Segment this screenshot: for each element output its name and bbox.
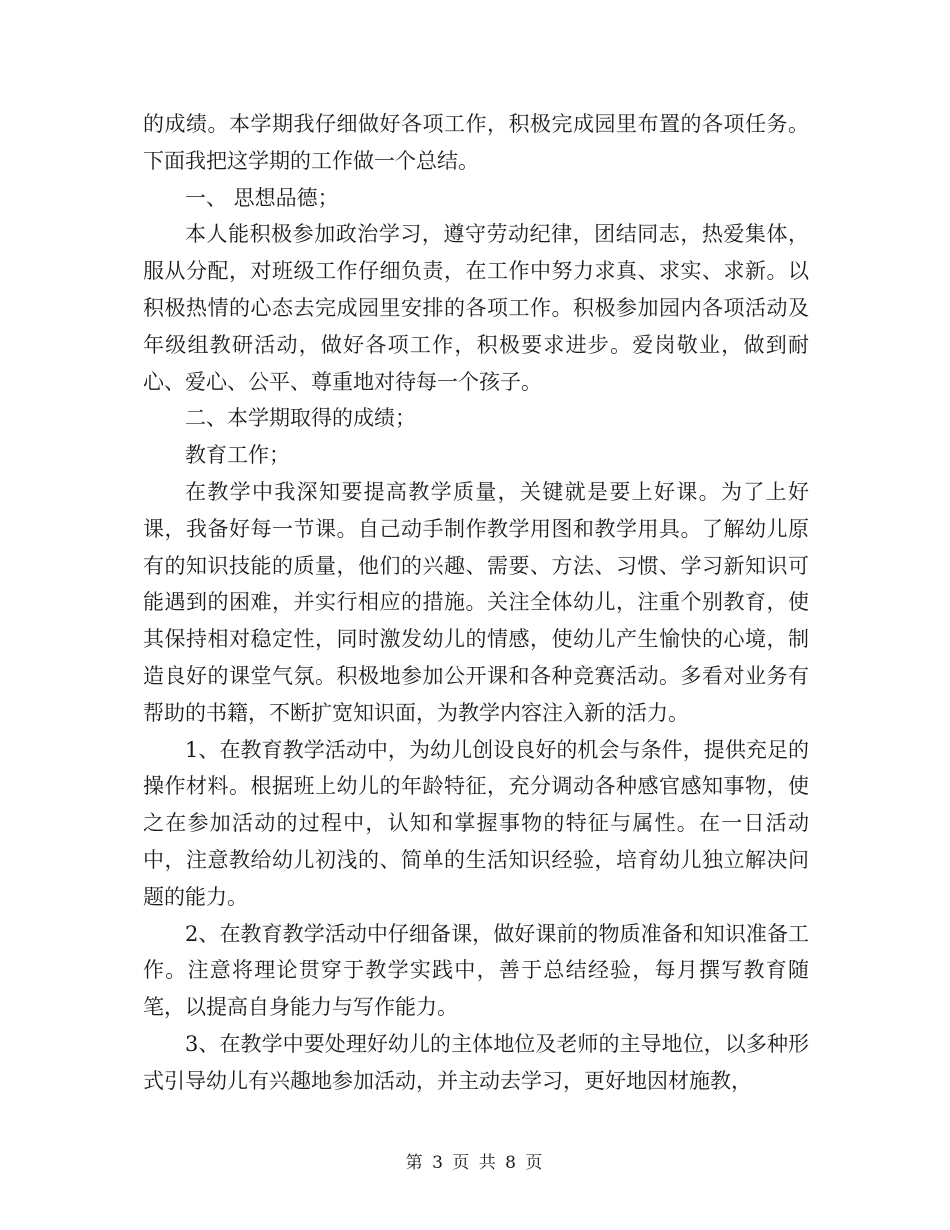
document-body [143, 106, 809, 1100]
paragraph-point-2: 2、在教育教学活动中仔细备课，做好课前的物质准备和知识准备工作。注意将理论贯穿于教学实践中，善于总结经验，每月撰写教育随笔，以提高自身能力与写作能力。 [143, 921, 809, 1020]
paragraph-point-3: 3、在教学中要处理好幼儿的主体地位及老师的主导地位，以多种形式引导幼儿有兴趣地参加活动，并主动去学习，更好地因材施教， [143, 1031, 809, 1093]
section-heading-moral: 一、 思想品德； [185, 185, 339, 210]
paragraph-continuation: 的成绩。本学期我仔细做好各项工作，积极完成园里布置的各项任务。下面我把这学期的工作做一个总结。 [143, 112, 809, 173]
paragraph-point-1: 1、在教育教学活动中，为幼儿创设良好的机会与条件，提供充足的操作材料。根据班上幼儿的年龄特征，充分调动各种感官感知事物，使之在参加活动的过程中，认知和掌握事物的特征与属性。在一日活动中，注意教给幼儿初浅的、简单的生活知识经验，培育幼儿独立解决问题的能力。 [143, 737, 809, 909]
paragraph-moral: 本人能积极参加政治学习，遵守劳动纪律，团结同志，热爱集体，服从分配，对班级工作仔细负责，在工作中努力求真、求实、求新。以积极热情的心态去完成园里安排的各项工作。积极参加园内各项活动及年级组教研活动，做好各项工作，积极要求进步。爱岗敬业，做到耐心、爱心、公平、尊重地对待每一个孩子。 [143, 222, 809, 394]
page-number-footer: 第 3 页 共 8 页 [405, 1153, 545, 1173]
paragraph-teaching-quality: 在教学中我深知要提高教学质量，关键就是要上好课。为了上好课，我备好每一节课。自己动手制作教学用图和教学用具。了解幼儿原有的知识技能的质量，他们的兴趣、需要、方法、习惯、学习新知识可能遇到的困难，并实行相应的措施。关注全体幼儿，注重个别教育，使其保持相对稳定性，同时激发幼儿的情感，使幼儿产生愉快的心境，制造良好的课堂气氛。积极地参加公开课和各种竞赛活动。多看对业务有帮助的书籍，不断扩宽知识面，为教学内容注入新的活力。 [143, 479, 809, 725]
section-heading-achievements: 二、本学期取得的成绩； [185, 406, 416, 431]
subheading-education-work: 教育工作； [185, 443, 290, 468]
